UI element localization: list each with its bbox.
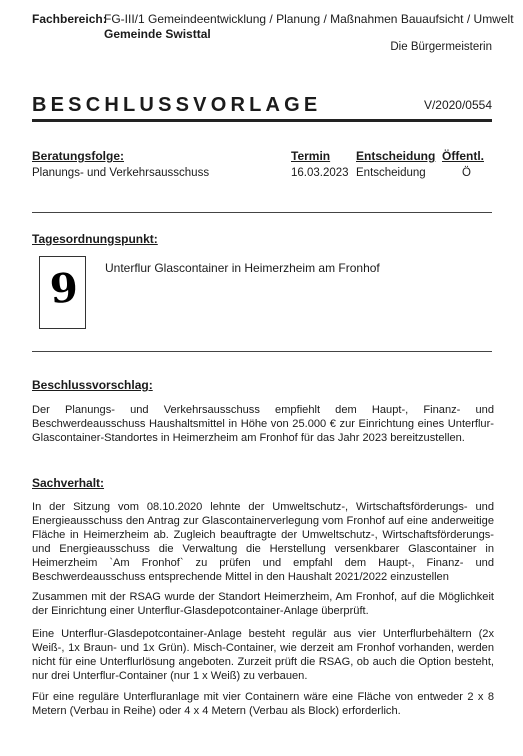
vorlage-number: V/2020/0554	[423, 98, 492, 112]
entscheidung-heading: Entscheidung	[356, 149, 436, 163]
sachverhalt-paragraph-1: In der Sitzung vom 08.10.2020 lehnte der Umweltschutz-, Wirtschaftsförderungs- und Energieausschuss den Antrag zur Glascontainerverlegung vom Fronhof auf eine anderweitige Fläche in Heimerzheim ab. Zugleich beauftragte der Umweltschutz-, Wirtschaftsförderungs- und Energieausschuss die Verwaltung die Herstellung versenkbarer Glascontainer in Heimerzheim `Am Fronhof` zu prüfen und empfahl dem Haupt-, Finanz- und Beschwerdeausschuss entsprechende Mittel in den Haushalt 2021/2022 einzustellen	[32, 501, 494, 583]
gremium-cell: Planungs- und Verkehrsausschuss	[32, 167, 210, 179]
fachbereich-label: Fachbereich:	[32, 12, 107, 26]
beschlussvorschlag-heading: Beschlussvorschlag:	[32, 378, 153, 392]
sachverhalt-paragraph-3: Eine Unterflur-Glasdepotcontainer-Anlage besteht regulär aus vier Unterflurbehältern (2x Weiß-, 1x Braun- und 1x Grün). Misch-Container, wie derzeit am Fronhof vorhanden, werden nicht für eine Unterflurlösung angeboten. Zurzeit prüft die RSAG, ob auch die Option besteht, nur drei Unterflur-Container (nur 1 x Weiß) zu verbauen.	[32, 628, 494, 682]
beschlussvorschlag-text: Der Planungs- und Verkehrsausschuss empfiehlt dem Haupt-, Finanz- und Beschwerdeausschuss Haushaltsmittel in Höhe von 25.000 € zur Einrichtung eines Unterflur-Glascontainer-Standortes in Heimerzheim am Fronhof für das Jahr 2023 bereitzustellen.	[32, 404, 494, 444]
oeffentl-cell: Ö	[462, 167, 471, 179]
sachverhalt-paragraph-4: Für eine reguläre Unterfluranlage mit vier Containern wäre eine Fläche von entweder 2 x 8 Metern (Verbau in Reihe) oder 4 x 4 Metern (Verbau als Block) erforderlich.	[32, 691, 494, 717]
agenda-item-text: Unterflur Glascontainer in Heimerzheim am Fronhof	[105, 261, 380, 275]
fachbereich-text: FG-III/1 Gemeindeentwicklung / Planung / Maßnahmen Bauaufsicht / Umwelt	[104, 12, 514, 26]
entscheidung-cell: Entscheidung	[356, 167, 426, 179]
buergermeisterin-label: Die Bürgermeisterin	[390, 41, 492, 53]
gemeinde-name: Gemeinde Swisttal	[104, 27, 211, 41]
tagesordnung-heading: Tagesordnungspunkt:	[32, 232, 158, 246]
document-title: BESCHLUSSVORLAGE	[32, 94, 322, 116]
beratungsfolge-heading: Beratungsfolge:	[32, 149, 125, 163]
oeffentl-heading: Öffentl.	[442, 149, 484, 163]
sachverhalt-paragraph-2: Zusammen mit der RSAG wurde der Standort Heimerzheim, Am Fronhof, auf die Möglichkeit der Einrichtung einer Unterflur-Glasdepotcontainer-Anlage überprüft.	[32, 591, 494, 617]
agenda-number: 9	[48, 264, 80, 313]
termin-heading: Termin	[291, 149, 331, 163]
sachverhalt-heading: Sachverhalt:	[32, 476, 105, 490]
termin-cell: 16.03.2023	[291, 167, 349, 179]
title-rule	[32, 119, 492, 122]
section-divider	[32, 351, 492, 352]
agenda-number-box	[39, 256, 86, 329]
section-divider	[32, 212, 492, 213]
